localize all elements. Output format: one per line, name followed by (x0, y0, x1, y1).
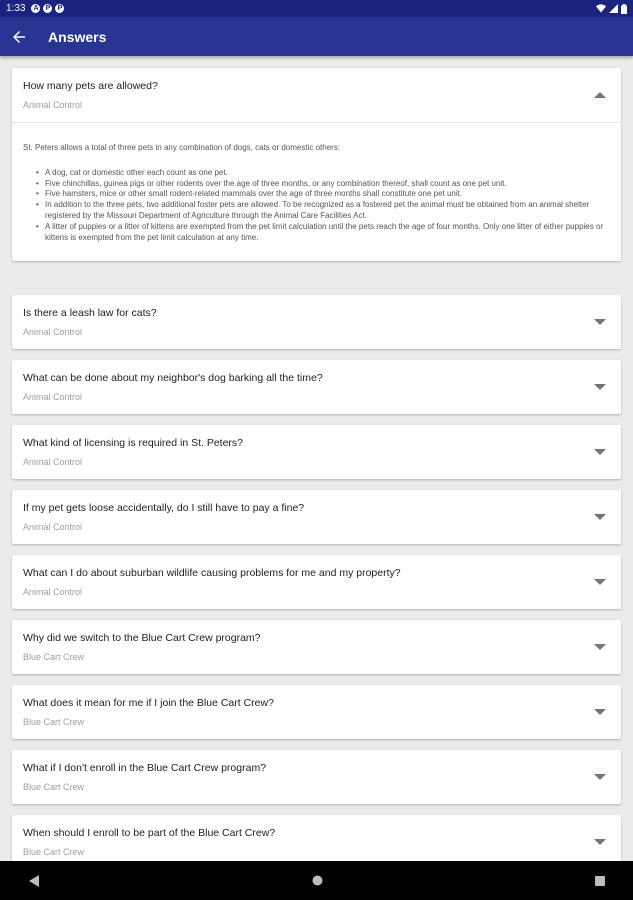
status-bar (0, 0, 633, 17)
p-notification-icon: P (43, 4, 52, 13)
faq-card[interactable] (12, 425, 621, 479)
chevron-down-icon[interactable] (593, 382, 607, 392)
answer-intro: St. Peters allows a total of three pets in any combination of dogs, cats or domestic others: (23, 143, 341, 152)
app-bar (0, 17, 633, 56)
answer-bullet: • A litter of puppies or a litter of kittens are exempted from the pet limit calculation until the pets reach the age of four months. Only one litter of either puppies or kittens is exempted from the pet limit calculation at any time. (45, 222, 610, 244)
faq-category: Animal Control (23, 587, 83, 597)
faq-category: Animal Control (23, 100, 83, 110)
faq-card[interactable] (12, 490, 621, 544)
faq-question: What does it mean for me if I join the Blue Cart Crew? (23, 697, 274, 709)
p-notification-icon: P (55, 4, 64, 13)
faq-answer (12, 123, 621, 261)
chevron-up-icon[interactable] (593, 90, 607, 100)
faq-question: What can be done about my neighbor's dog barking all the time? (23, 372, 323, 384)
faq-header[interactable] (12, 360, 621, 414)
faq-header[interactable] (12, 815, 621, 861)
chevron-down-icon[interactable] (593, 512, 607, 522)
faq-header[interactable] (12, 620, 621, 674)
faq-question: If my pet gets loose accidentally, do I still have to pay a fine? (23, 502, 305, 514)
wifi-icon (596, 4, 606, 13)
page-title: Answers (48, 28, 107, 45)
answer-bullet: • Five chinchillas, guinea pigs or other rodents over the age of three months, or any combination thereof, shall count as one pet unit. (45, 179, 610, 190)
faq-category: Blue Cart Crew (23, 652, 85, 662)
faq-category: Animal Control (23, 392, 83, 402)
answer-bullet-list (23, 168, 610, 244)
chevron-down-icon[interactable] (593, 317, 607, 327)
back-arrow-icon[interactable] (10, 28, 28, 46)
faq-header[interactable] (12, 425, 621, 479)
nav-recents-button[interactable] (593, 874, 607, 888)
signal-icon (609, 4, 618, 13)
nav-back-button[interactable] (27, 874, 41, 888)
faq-list (0, 56, 633, 861)
faq-header[interactable] (12, 750, 621, 804)
faq-card[interactable] (12, 815, 621, 861)
faq-card[interactable] (12, 295, 621, 349)
battery-icon (621, 4, 627, 14)
status-time: 1:33 (6, 3, 26, 14)
faq-question: When should I enroll to be part of the Blue Cart Crew? (23, 827, 276, 839)
faq-question: How many pets are allowed? (23, 80, 158, 92)
chevron-down-icon[interactable] (593, 837, 607, 847)
triangle-back-icon (29, 875, 40, 887)
faq-category: Blue Cart Crew (23, 782, 85, 792)
answer-bullet: • Five hamsters, mice or other small rodent-related mammals over the age of three months shall constitute one pet unit. (45, 189, 610, 200)
faq-question: Why did we switch to the Blue Cart Crew program? (23, 632, 261, 644)
faq-question: Is there a leash law for cats? (23, 307, 157, 319)
chevron-down-icon[interactable] (593, 577, 607, 587)
faq-card[interactable] (12, 555, 621, 609)
faq-category: Animal Control (23, 327, 83, 337)
faq-header[interactable] (12, 685, 621, 739)
chevron-down-icon[interactable] (593, 707, 607, 717)
faq-card[interactable] (12, 685, 621, 739)
faq-question: What kind of licensing is required in St. Peters? (23, 437, 244, 449)
faq-category: Animal Control (23, 457, 83, 467)
circle-home-icon (312, 875, 323, 886)
faq-card[interactable] (12, 620, 621, 674)
faq-card[interactable] (12, 360, 621, 414)
faq-question: What can I do about suburban wildlife causing problems for me and my property? (23, 567, 401, 579)
a-notification-icon: A (33, 5, 39, 12)
faq-category: Animal Control (23, 522, 83, 532)
answer-bullet: • A dog, cat or domestic other each count as one pet. (45, 168, 610, 179)
faq-header[interactable] (12, 555, 621, 609)
faq-question: What if I don't enroll in the Blue Cart Crew program? (23, 762, 267, 774)
answer-bullet: • In addition to the three pets, two additional foster pets are allowed. To be recognized as a fostered pet the animal must be obtained from an animal shelter registered by the Missouri Department of Agriculture through the Animal Care Facilities Act. (45, 200, 610, 222)
chevron-down-icon[interactable] (593, 447, 607, 457)
square-recents-icon (595, 876, 605, 886)
nav-home-button[interactable] (310, 874, 324, 888)
system-nav-bar (0, 861, 633, 900)
faq-header[interactable] (12, 295, 621, 349)
chevron-down-icon[interactable] (593, 642, 607, 652)
chevron-down-icon[interactable] (593, 772, 607, 782)
faq-card[interactable] (12, 750, 621, 804)
faq-header-expanded[interactable] (12, 68, 621, 122)
faq-category: Blue Cart Crew (23, 847, 85, 857)
faq-category: Blue Cart Crew (23, 717, 85, 727)
faq-header[interactable] (12, 490, 621, 544)
faq-card-expanded (12, 68, 621, 261)
